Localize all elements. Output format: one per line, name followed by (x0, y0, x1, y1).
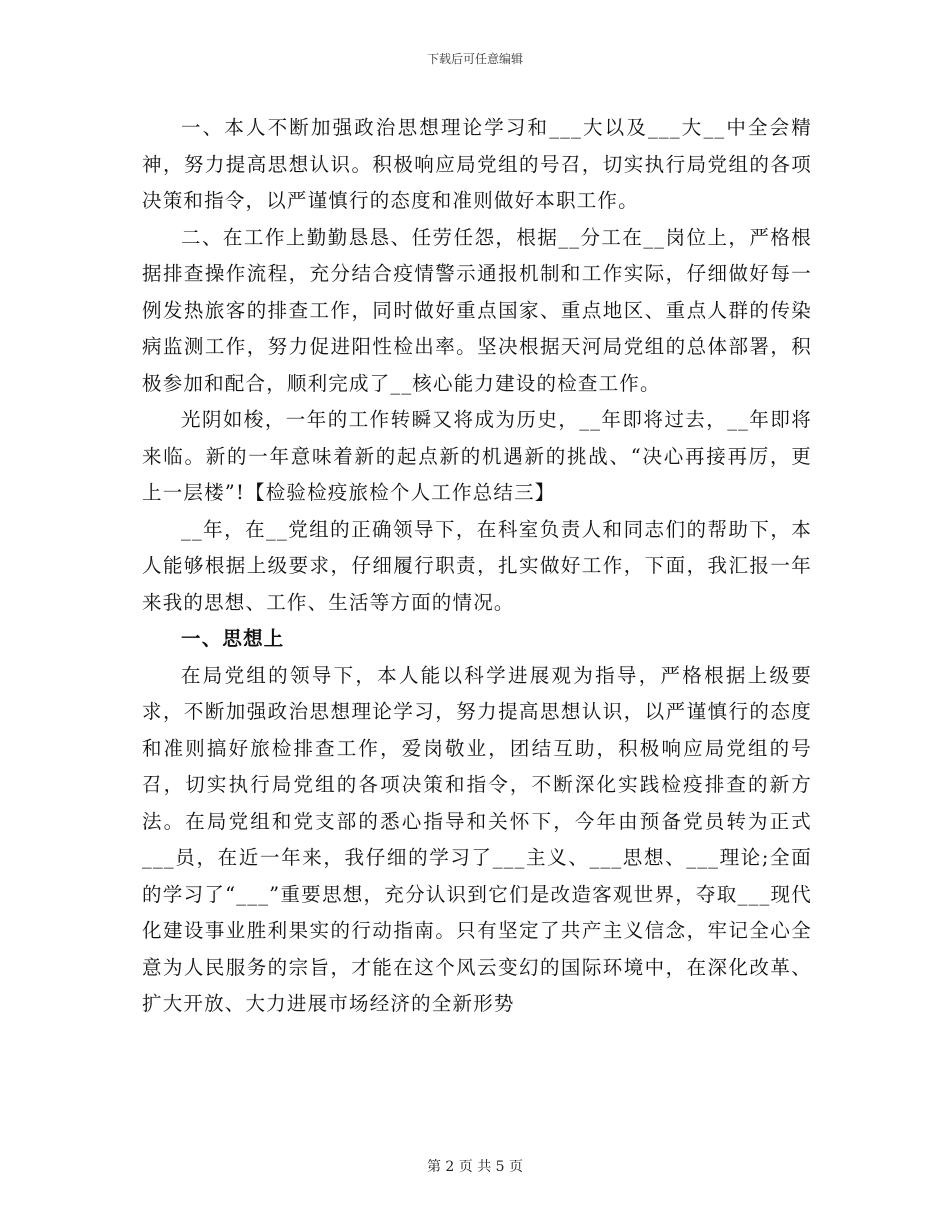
paragraph-work-diligence: 二、在工作上勤勤恳恳、任劳任怨，根据__分工在__岗位上，严格根据排查操作流程，充分结合疫情警示通报机制和工作实际，仔细做好每一例发热旅客的排查工作，同时做好重点国家、重点地区、重点人群的传染病监测工作，努力促进阳性检出率。坚决根据天河局党组的总体部署，积极参加和配合，顺利完成了__核心能力建设的检查工作。 (142, 225, 812, 395)
paragraph-thought-details: 在局党组的领导下，本人能以科学进展观为指导，严格根据上级要求，不断加强政治思想理论学习，努力提高思想认识，以严谨慎行的态度和准则搞好旅检排查工作，爱岗敬业，团结互助，积极响应局党组的号召，切实执行局党组的各项决策和指令，不断深化实践检疫排查的新方法。在局党组和党支部的悉心指导和关怀下，今年由预备党员转为正式___员，在近一年来，我仔细的学习了___主义、___思想、___理论;全面的学习了“___”重要思想，充分认识到它们是改造客观世界，夺取___现代化建设事业胜利果实的行动指南。只有坚定了共产主义信念，牢记全心全意为人民服务的宗旨，才能在这个风云变幻的国际环境中，在深化改革、扩大开放、大力进展市场经济的全新形势 (142, 663, 812, 1015)
paragraph-political-study: 一、本人不断加强政治思想理论学习和___大以及___大__中全会精神，努力提高思想认识。积极响应局党组的号召，切实执行局党组的各项决策和指令，以严谨慎行的态度和准则做好本职工作。 (142, 116, 812, 212)
page-number: 第 2 页 共 5 页 (426, 1159, 524, 1175)
paragraph-year-review: 光阴如梭，一年的工作转瞬又将成为历史，__年即将过去，__年即将来临。新的一年意味着新的起点新的机遇新的挑战、“决心再接再厉，更上一层楼”!【检验检疫旅检个人工作总结三】 (142, 408, 812, 504)
paragraph-report-intro: __年，在__党组的正确领导下，在科室负责人和同志们的帮助下，本人能够根据上级要求，仔细履行职责，扎实做好工作，下面，我汇报一年来我的思想、工作、生活等方面的情况。 (142, 517, 812, 614)
page-header-note: 下载后可任意编辑 (426, 52, 523, 66)
section-heading-thought: 一、思想上 (181, 627, 285, 650)
document-body (142, 110, 812, 1023)
